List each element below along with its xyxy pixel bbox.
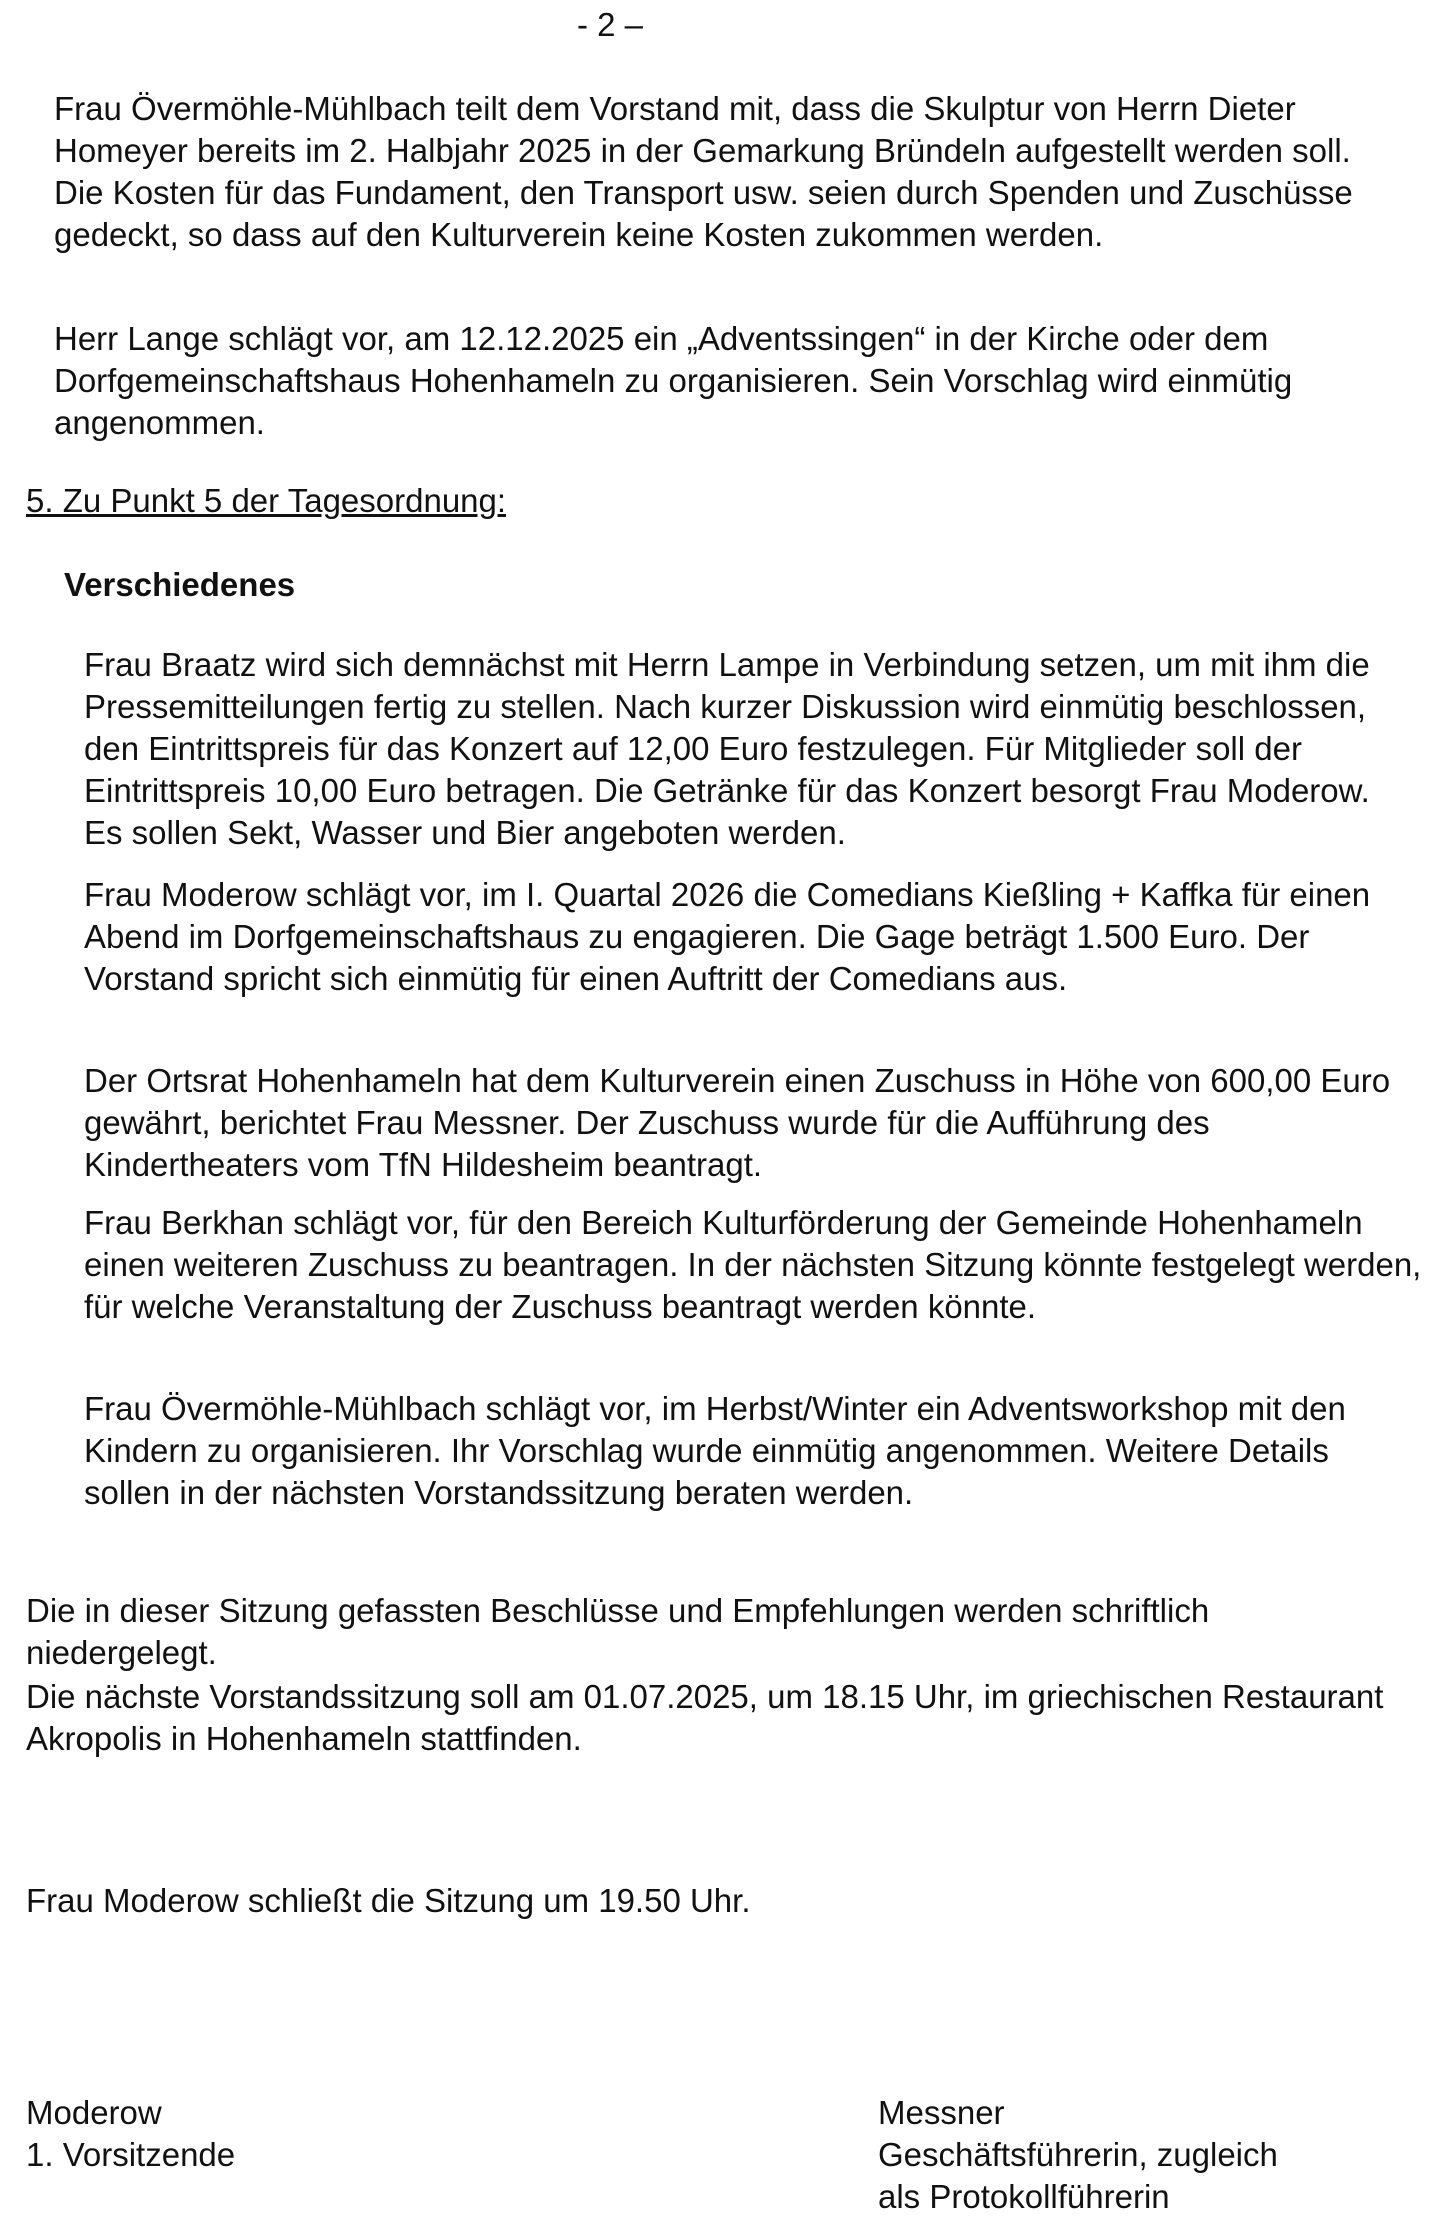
paragraph-beschluesse: Die in dieser Sitzung gefassten Beschlüsse und Empfehlungen werden schriftlich niedergelegt. xyxy=(26,1592,1210,1671)
paragraph-adventsworkshop: Frau Övermöhle-Mühlbach schlägt vor, im Herbst/Winter ein Adventsworkshop mit den Kindern zu organisieren. Ihr Vorschlag wurde einmütig angenommen. Weitere Details sollen in der nächsten Vorstandssitzung beraten werden. xyxy=(84,1390,1346,1511)
paragraph-adventssingen: Herr Lange schlägt vor, am 12.12.2025 ein „Adventssingen“ in der Kirche oder dem Dorfgemeinschaftshaus Hohenhameln zu organisieren. Sein Vorschlag wird einmütig angenommen. xyxy=(54,320,1293,441)
signature-right-role-line2: als Protokollführerin xyxy=(878,2178,1170,2215)
paragraph-sitzungsende: Frau Moderow schließt die Sitzung um 19.50 Uhr. xyxy=(26,1882,751,1919)
paragraph-ortsrat-zuschuss: Der Ortsrat Hohenhameln hat dem Kulturverein einen Zuschuss in Höhe von 600,00 Euro gewährt, berichtet Frau Messner. Der Zuschuss wurde für die Aufführung des Kindertheaters vom TfN Hildesheim beantragt. xyxy=(84,1062,1391,1183)
paragraph-naechste-sitzung: Die nächste Vorstandssitzung soll am 01.07.2025, um 18.15 Uhr, im griechischen Restaurant Akropolis in Hohenhameln stattfinden. xyxy=(26,1678,1384,1757)
paragraph-pressemitteilungen: Frau Braatz wird sich demnächst mit Herrn Lampe in Verbindung setzen, um mit ihm die Pressemitteilungen fertig zu stellen. Nach kurzer Diskussion wird einmütig beschlossen, den Eintrittspreis für das Konzert auf 12,00 Euro festzulegen. Für Mitglieder soll der Eintrittspreis 10,00 Euro betragen. Die Getränke für das Konzert besorgt Frau Moderow. Es sollen Sekt, Wasser und Bier angeboten werden. xyxy=(84,646,1370,851)
page-number: - 2 – xyxy=(576,6,644,43)
signature-right-name: Messner xyxy=(878,2094,1005,2131)
section-heading: 5. Zu Punkt 5 der Tagesordnung: xyxy=(26,482,507,519)
signature-left-role: 1. Vorsitzende xyxy=(26,2136,236,2173)
signature-left-name: Moderow xyxy=(26,2094,162,2131)
signature-right-role-line1: Geschäftsführerin, zugleich xyxy=(878,2136,1278,2173)
paragraph-kulturfoerderung: Frau Berkhan schlägt vor, für den Bereich Kulturförderung der Gemeinde Hohenhameln einen weiteren Zuschuss zu beantragen. In der nächsten Sitzung könnte festgelegt werden, für welche Veranstaltung der Zuschuss beantragt werden könnte. xyxy=(84,1204,1422,1325)
paragraph-sculpture: Frau Övermöhle-Mühlbach teilt dem Vorstand mit, dass die Skulptur von Herrn Dieter Homeyer bereits im 2. Halbjahr 2025 in der Gemarkung Bründeln aufgestellt werden soll. Die Kosten für das Fundament, den Transport usw. seien durch Spenden und Zuschüsse gedeckt, so dass auf den Kulturverein keine Kosten zukommen werden. xyxy=(54,90,1353,253)
signature-left xyxy=(26,2092,235,2176)
paragraph-comedians: Frau Moderow schlägt vor, im I. Quartal 2026 die Comedians Kießling + Kaffka für einen Abend im Dorfgemeinschaftshaus zu engagieren. Die Gage beträgt 1.500 Euro. Der Vorstand spricht sich einmütig für einen Auftritt der Comedians aus. xyxy=(84,876,1371,997)
section-title: Verschiedenes xyxy=(64,566,296,603)
signature-right xyxy=(878,2092,1278,2218)
